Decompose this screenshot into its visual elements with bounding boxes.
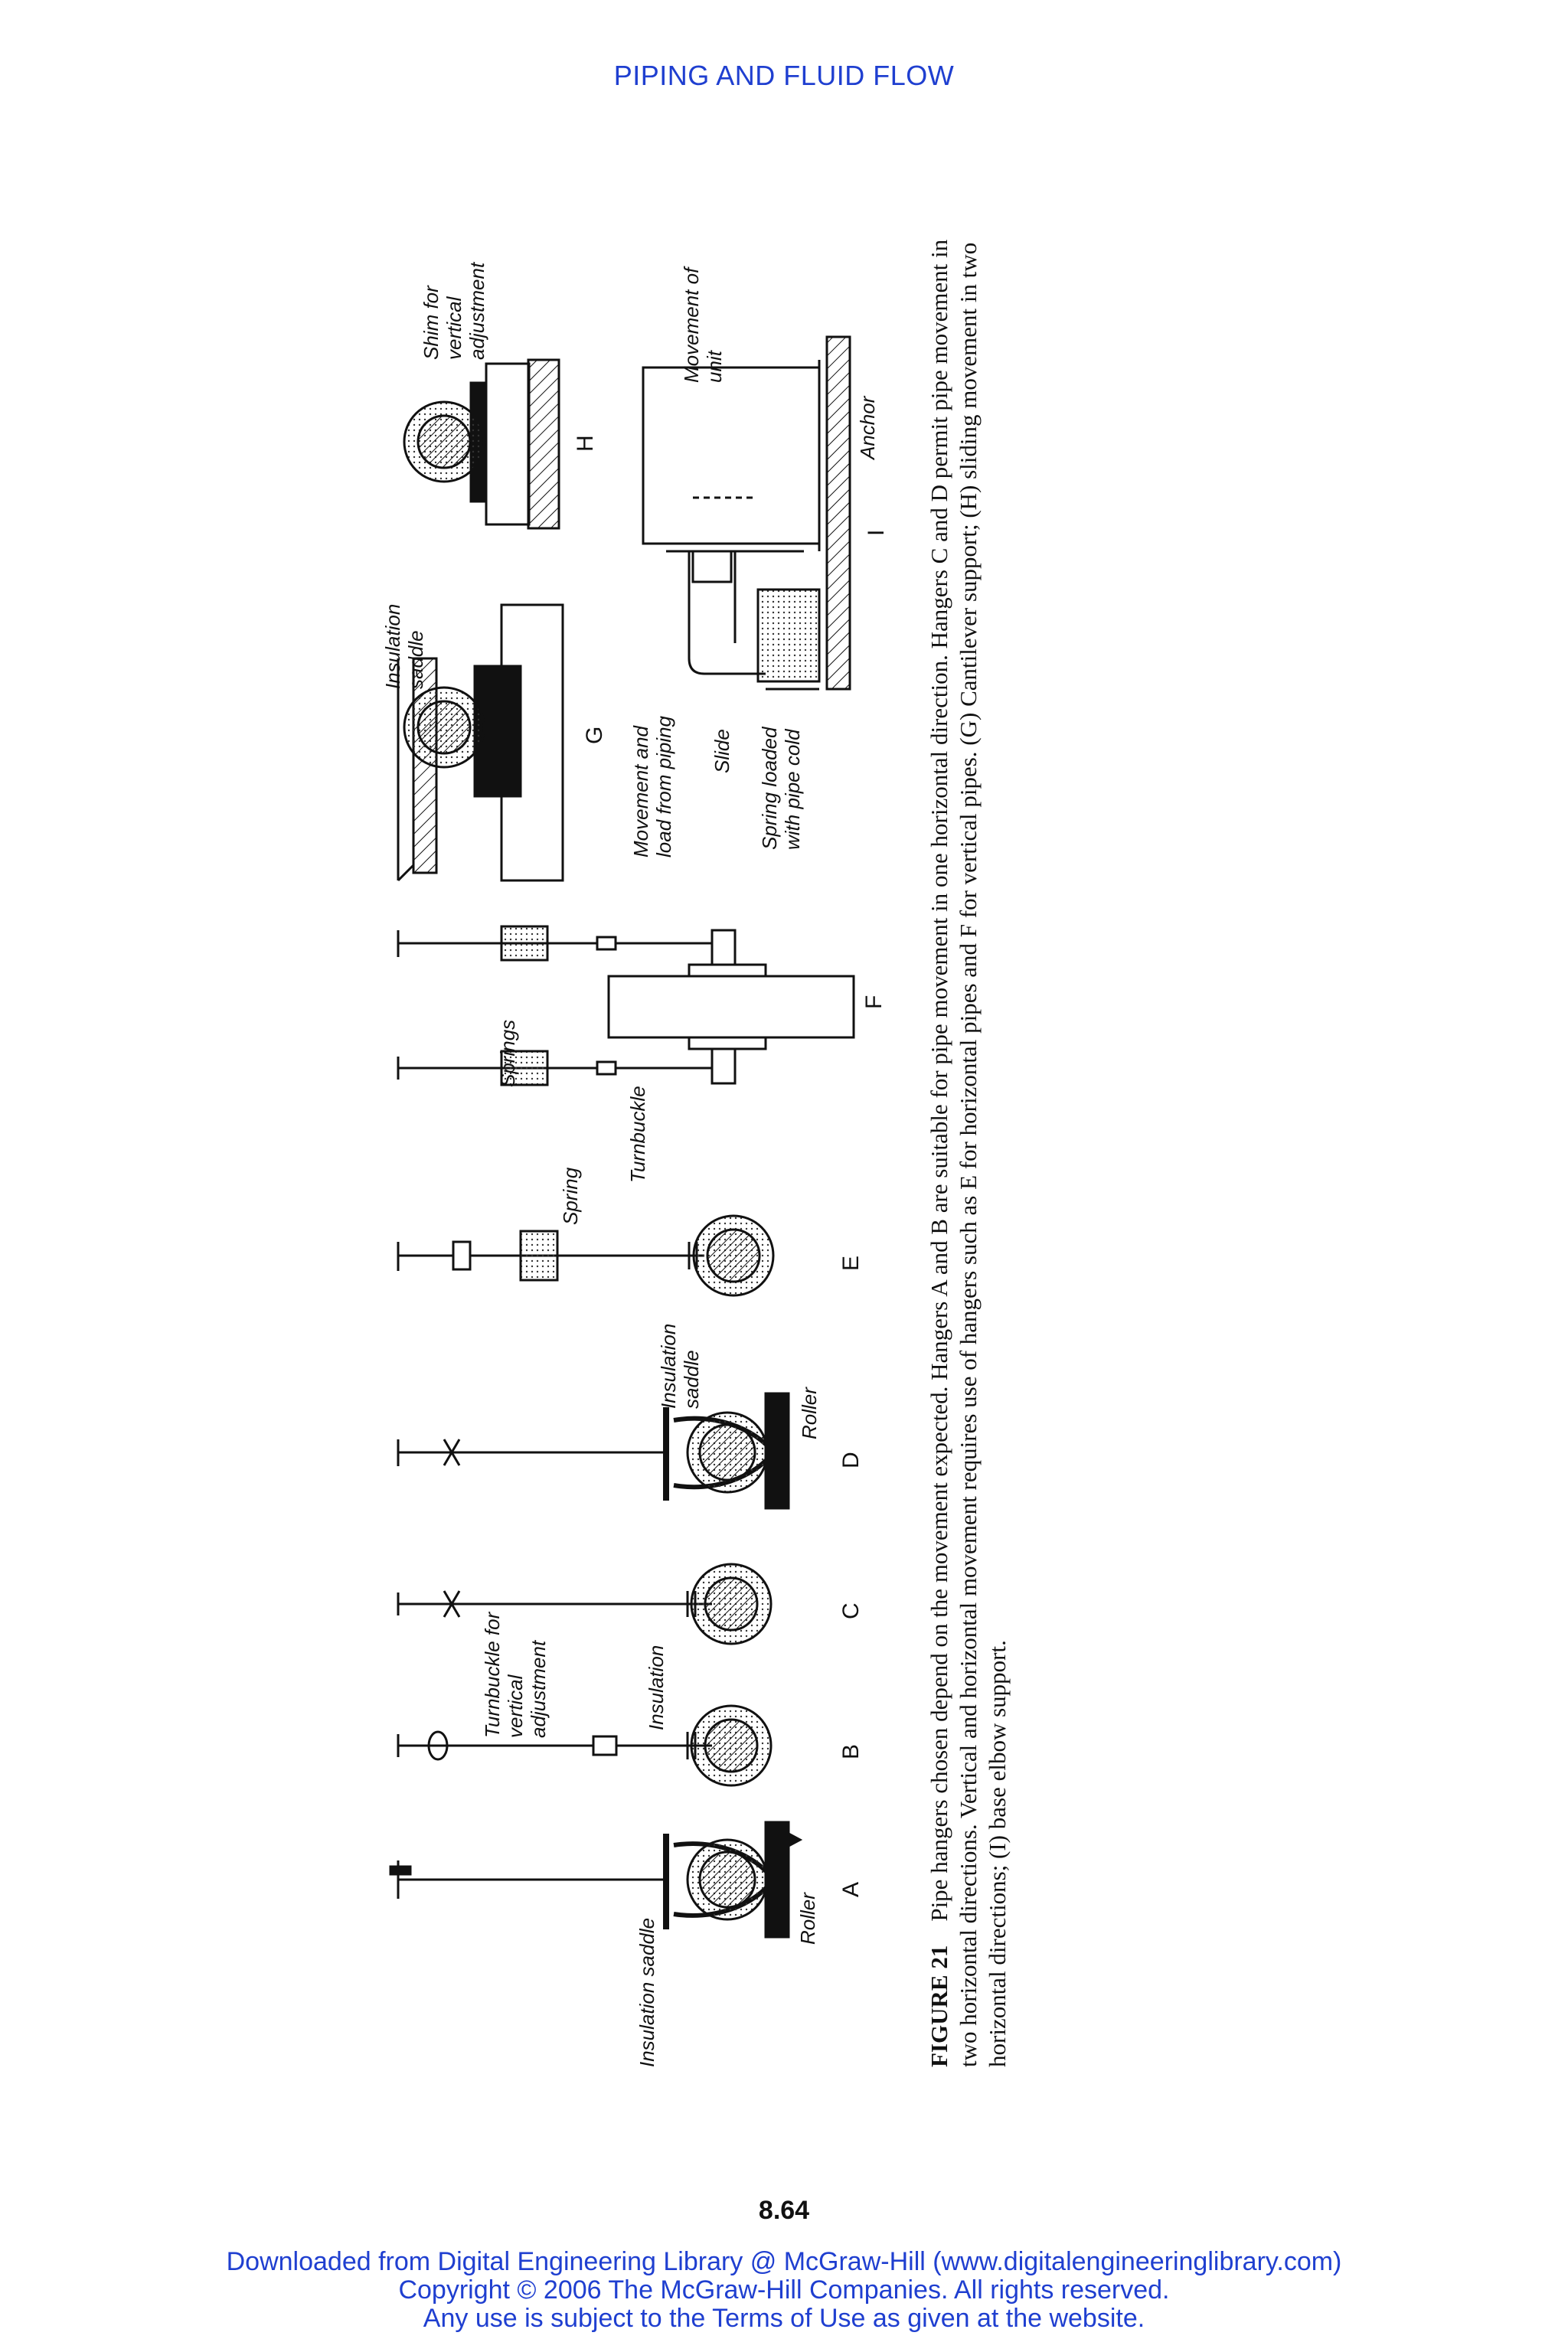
hanger-c	[398, 1564, 771, 1644]
letter-a: A	[838, 1881, 864, 1897]
letter-h: H	[573, 435, 598, 452]
figure-caption	[925, 230, 1012, 2067]
label-turnbuckle-f: Turnbuckle	[626, 1086, 649, 1183]
label-spring-loaded: Spring loaded with pipe cold	[758, 727, 804, 850]
label-insulation-saddle-a: Insulation saddle	[635, 1917, 658, 2067]
support-h	[404, 360, 559, 528]
label-shim: Shim for vertical adjustment	[420, 262, 488, 360]
running-header: PIPING AND FLUID FLOW	[613, 60, 955, 91]
hanger-d	[398, 1393, 789, 1508]
hanger-f	[398, 926, 854, 1085]
label-springs-f: Springs	[496, 1019, 519, 1087]
letter-b: B	[838, 1743, 864, 1759]
label-movement-unit: Movement of unit	[680, 267, 726, 383]
label-anchor: Anchor	[856, 396, 879, 459]
letter-e: E	[838, 1255, 864, 1271]
label-insulation: Insulation	[645, 1645, 668, 1730]
footer-line-3: Any use is subject to the Terms of Use as given at the website.	[423, 2304, 1145, 2333]
hanger-e	[398, 1216, 773, 1295]
label-movement-load: Movement and load from piping	[629, 716, 675, 858]
label-insulation-saddle-d: Insulation saddle	[657, 1323, 703, 1409]
letter-d: D	[838, 1452, 864, 1468]
label-slide: Slide	[710, 729, 733, 773]
letter-i: I	[864, 529, 889, 536]
footer-line-1: Downloaded from Digital Engineering Library @ McGraw-Hill (www.digitalengineeringlibrary.com)	[226, 2247, 1342, 2276]
caption-label: FIGURE 21	[926, 1945, 952, 2067]
letter-g: G	[582, 726, 607, 744]
caption-text: Pipe hangers chosen depend on the movement expected. Hangers A and B are suitable for pipe movement in one horizontal direction. Hangers C and D permit pipe movement in two horizontal directions. Vertical and horizontal movement requires use of hangers such as E for horizontal pipes and F for vertical pipes. (G) Cantilever support; (H) sliding movement in two horizontal directions; (I) base elbow support.	[926, 239, 1011, 2067]
page-number: 8.64	[758, 2196, 810, 2225]
hanger-b	[398, 1706, 771, 1785]
label-spring-e: Spring	[559, 1167, 582, 1225]
label-insulation-saddle-g: Insulation saddle	[381, 603, 427, 689]
download-footer	[0, 2248, 1568, 2333]
label-roller-a: Roller	[796, 1893, 819, 1945]
label-turnbuckle-vertical: Turnbuckle for vertical adjustment	[481, 1612, 550, 1738]
hanger-a	[390, 1822, 800, 1937]
footer-line-2: Copyright © 2006 The McGraw-Hill Companies. All rights reserved.	[398, 2275, 1170, 2305]
support-i	[643, 337, 850, 689]
label-roller-d: Roller	[798, 1387, 821, 1439]
letter-f: F	[861, 995, 887, 1009]
letter-c: C	[838, 1602, 864, 1619]
